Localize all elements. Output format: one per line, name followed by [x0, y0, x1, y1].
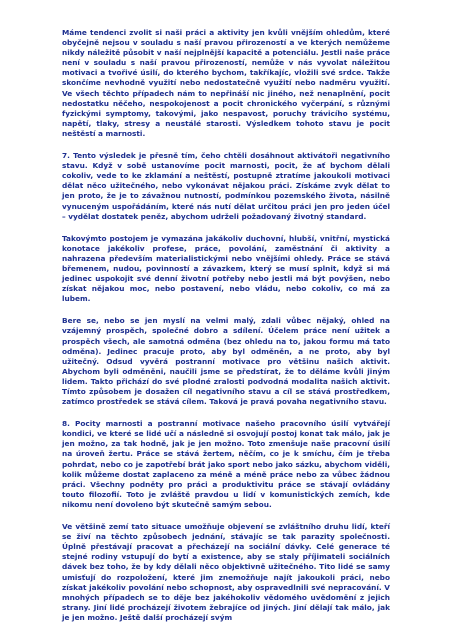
paragraph-2: 7. Tento výsledek je přesně tím, čeho chtěli dosáhnout aktivátoři negativního stavu. Když v sobě ustanovíme pocit marnosti, pocit, že ať bychom dělali cokoliv, vede to ke zklamání a neštěstí, postupně ztratíme jakoukoli motivaci dělat něco užitečného, nebo vykonávat nějakou práci. Získáme zvyk dělat to jen proto, že je to závažnou nutností, podmínkou pozemského života, násilně vynuceným uspořádáním, které nás nutí dělat určitou práci jen pro jeden účel – vydělat dostatek peněz, abychom udrželi požadovaný životný standard. [62, 151, 390, 221]
paragraph-4: Bere se, nebo se jen myslí na velmi malý, zdali vůbec nějaký, ohled na vzájemný prospěch, společné dobro a sdílení. Účelem práce není užitek a prospěch všech, ale samotná odměna (bez ohledu na to, jakou formu má tato odměna). Jedinec pracuje proto, aby byl odměněn, a ne proto, aby byl užitečný. Odsud vyvěrá postranní motivace pro většinu našich aktivit. Abychom byli odměněni, naučili jsme se předstírat, že to děláme kvůli jiným lidem. Takto přichází do své plodné zralosti podvodná modalita našich aktivit. Tímto způsobem je dosažen cíl negativního stavu a cíl se stává prostředkem, zatímco prostředek se stává cílem. Taková je pravá povaha negativního stavu. [62, 316, 390, 407]
paragraph-3: Takovýmto postojem je vymazána jakákoliv duchovní, hlubší, vnitřní, mystická konotace jakékoliv profese, práce, povolání, zaměstnání či aktivity a nahrazena především materialistickými nebo vnějšími ohledy. Práce se stává břemenem, nudou, povinností a závazkem, který se musí splnit, když si má jedinec uspokojit své denní životní potřeby nebo jestli má být povýšen, nebo získat nějakou moc, nebo postavení, nebo vládu, nebo cokoliv, co má za lubem. [62, 233, 390, 304]
paragraph-6: Ve většině zemí tato situace umožňuje objevení se zvláštního druhu lidí, kteří se živí na těchto způsobech jednání, stávajíc se tak parazity společnosti. Úplně přestávají pracovat a přecházejí na sociální dávky. Celé generace té stejné rodiny vstupují do bytí a existence, aby se staly příjimateli sociálních dávek bez toho, že by kdy dělali něco objektivně užitečného. Tito lidé se samy umisťují do rozpoložení, které jim znemožňuje najít jakoukoli práci, nebo získat jakékoliv povolání nebo schopnost, aby ospravedlnili své nepracování. V mnohých případech se to děje bez jakéhokoliv vědomého uvědomění z jejich strany. Jiní lidé procházejí životem žebrajíce od jiných. Jiní dělají tak málo, jak je jen možno. Ještě další procházejí svým [62, 522, 390, 622]
paragraph-5: 8. Pocity marnosti a postranní motivace našeho pracovního úsilí vytvářejí kondici, ve které se lidé učí a následně si osvojují postoj konat tak málo, jak je jen možno, za tak hodně, jak je jen možno. Toto zmenšuje naše pracovní úsilí na úroveň žertu. Práce se stává žertem, něčím, co je k smíchu, čím je třeba pohrdat, nebo co je zapotřebí brát jako sport nebo jako sázku, abychom viděli, kolik můžeme dostat zaplaceno za méně a méně práce nebo za vůbec žádnou práci. Všechny podněty pro práci a produktivitu práce se stávají ovládány touto filozofií. Toto je zvláště pravdou u lidí v komunistických zemích, kde nikomu není dovoleno být skutečně samým sebou. [62, 419, 390, 509]
paragraph-1: Máme tendenci zvolit si naši práci a aktivity jen kvůli vnějším ohledům, které obyčejně nejsou v souladu s naší pravou přirozeností a ve kterých nemůžeme nikdy náležitě působit v naší nejplnější kapacitě a potenciálu. Jestli naše práce není v souladu s naší pravou přirozeností, nemůže v nás vyvolat náležitou motivaci a tvořivé úsilí, do kterého bychom, takříkajíc, vložili své srdce. Takže skončíme nevhodně využití nebo nedostatečně využití nebo nadměru využití. Ve všech těchto případech nám to nepřináší nic jiného, než nenaplnění, pocit nedostatku něčeho, nespokojenost a pocit chronického vyčerpání, s různými fyzickými symptomy, takovými, jako nespavost, poruchy trávicího systému, napětí, tlaky, stresy a neustálé starosti. Výsledkem tohoto stavu je pocit neštěstí a marnosti. [62, 28, 390, 138]
